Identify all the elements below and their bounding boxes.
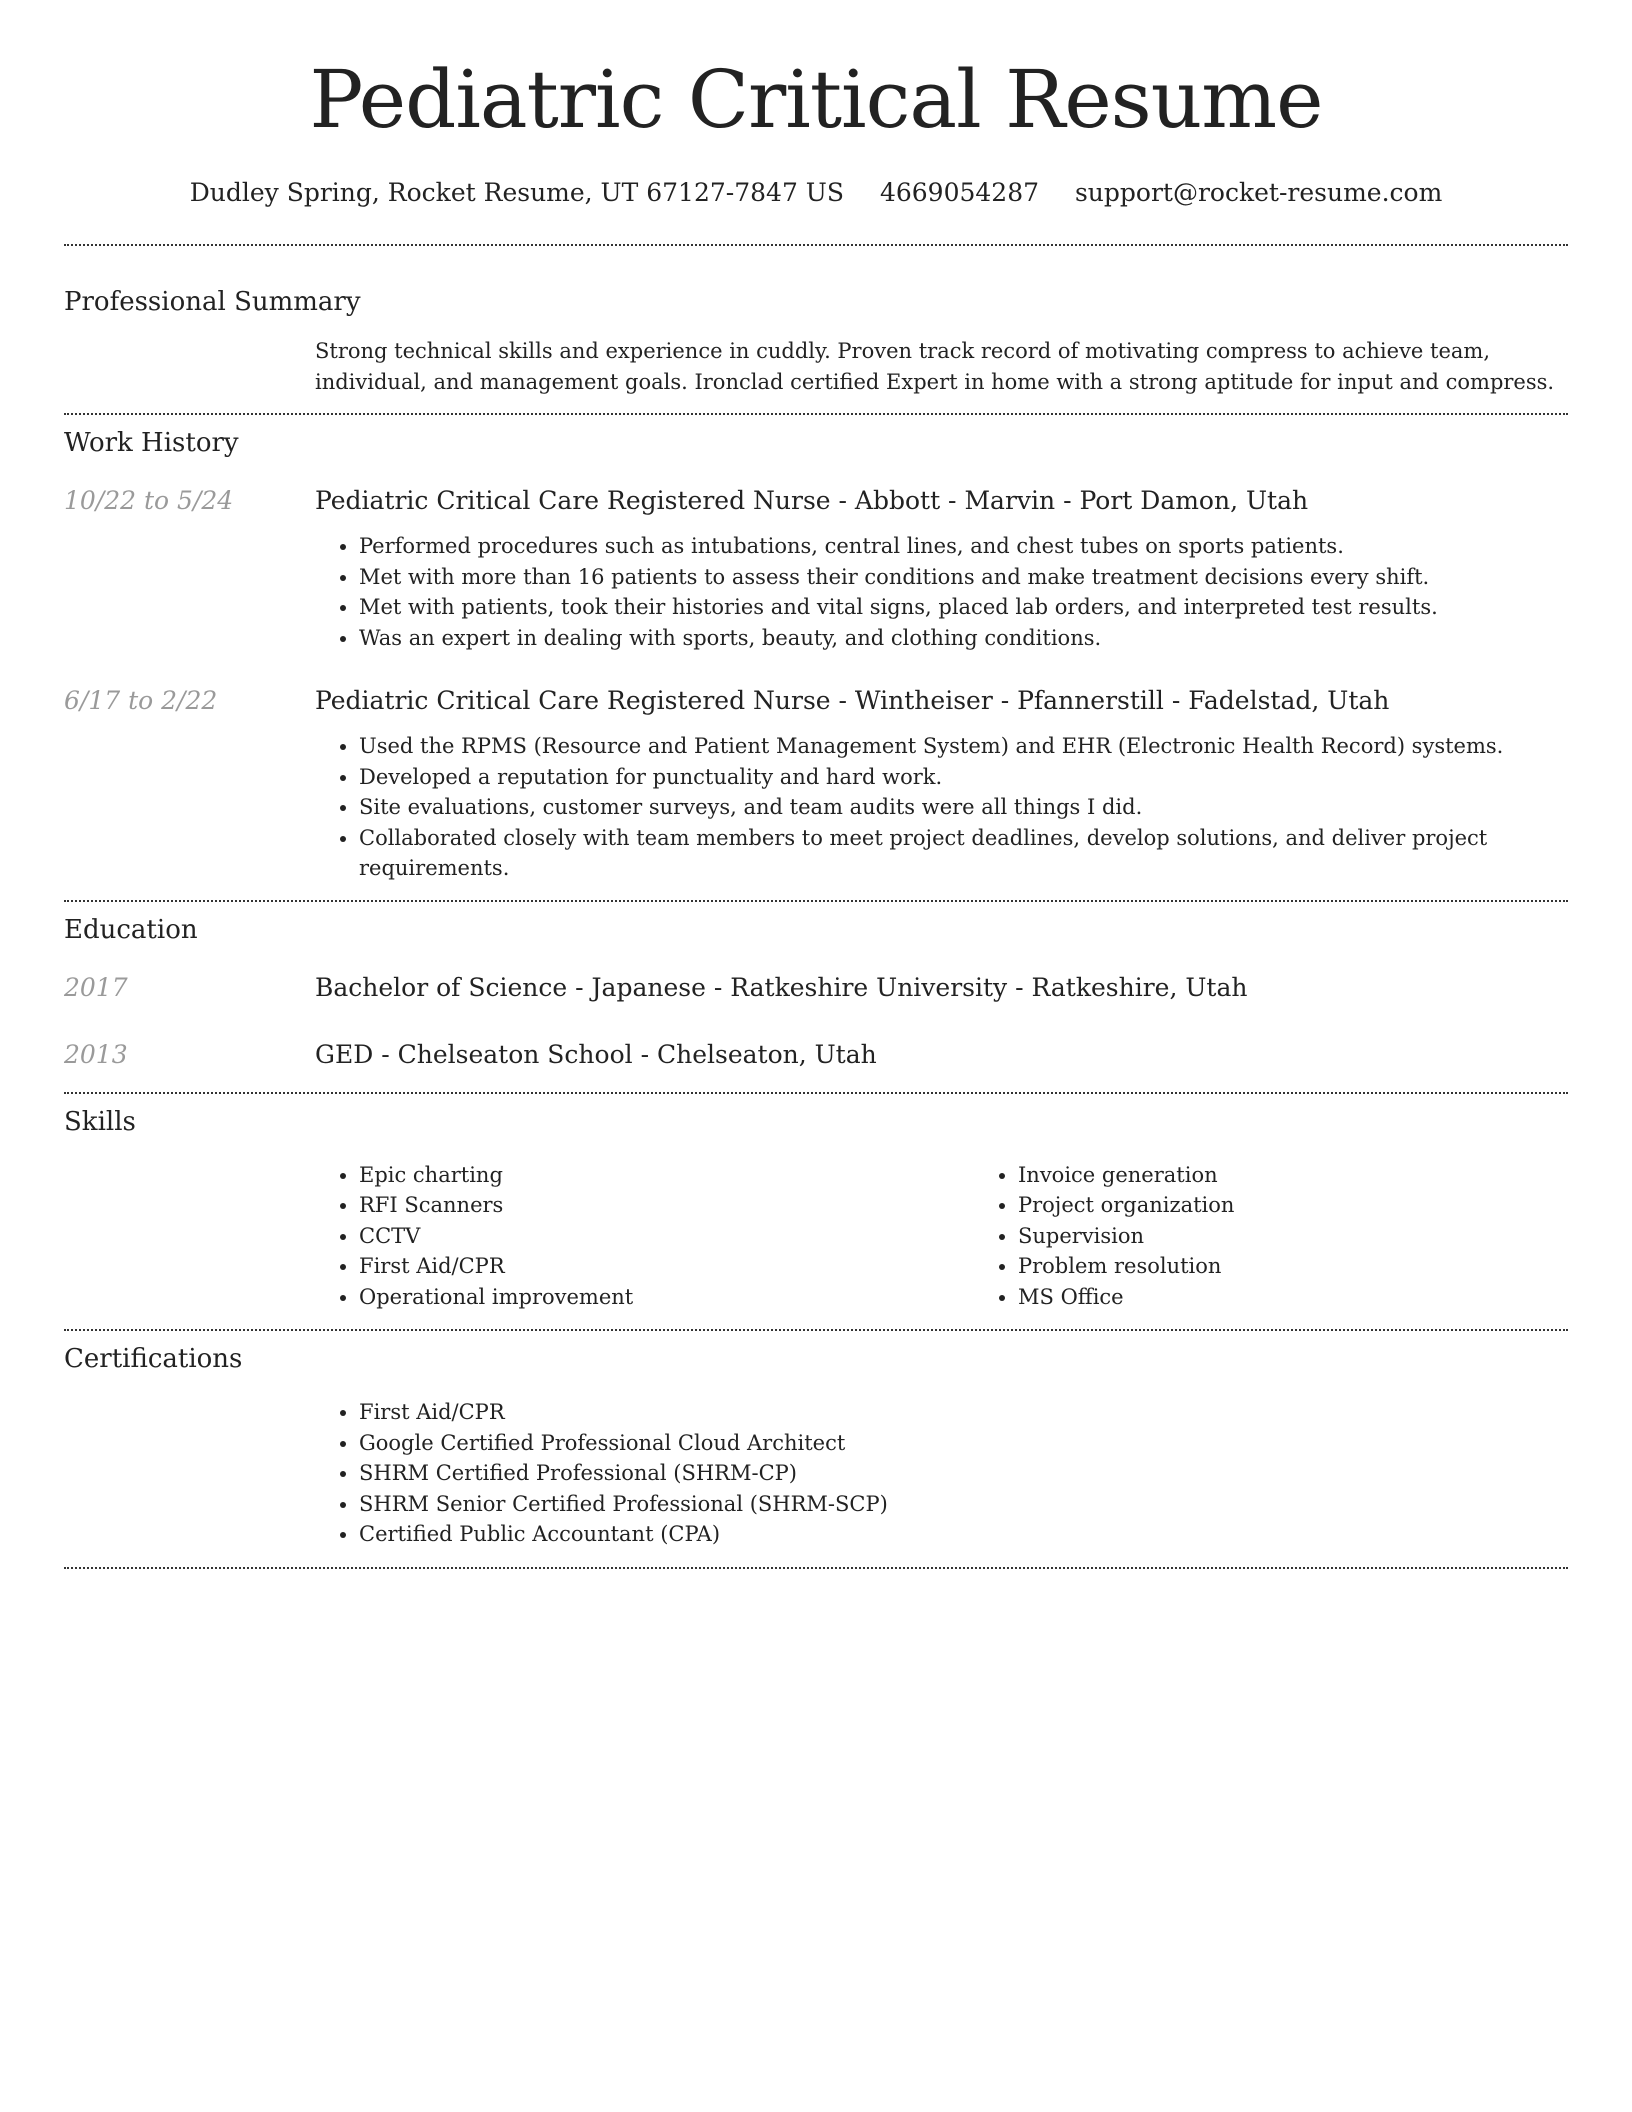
list-item: • Performed procedures such as intubations, central lines, and chest tubes on sports patients. [359, 531, 1568, 562]
list-item: • MS Office [1018, 1282, 1632, 1313]
list-item: • First Aid/CPR [359, 1251, 974, 1282]
skills-column-1 [315, 1160, 974, 1313]
education-section [64, 902, 1568, 1072]
job-bullets [315, 531, 1568, 653]
list-item: • Met with patients, took their histories and vital signs, placed lab orders, and interpreted test results. [359, 592, 1568, 623]
summary-heading: Professional Summary [64, 287, 361, 317]
contact-address: Dudley Spring, Rocket Resume, UT 67127-7847 US [189, 178, 844, 207]
list-item: • Google Certified Professional Cloud Architect [359, 1428, 1568, 1459]
contact-line [64, 176, 1568, 210]
education-heading: Education [64, 914, 198, 945]
skills-column-2 [974, 1160, 1632, 1313]
job-dates: 10/22 to 5/24 [64, 486, 234, 515]
education-text: Bachelor of Science - Japanese - Ratkeshire University - Ratkeshire, Utah [315, 972, 1248, 1002]
education-entry [64, 971, 1568, 1005]
list-item: • Project organization [1018, 1190, 1632, 1221]
contact-email: support@rocket-resume.com [1074, 178, 1443, 207]
skills-heading: Skills [64, 1106, 136, 1137]
skills-list [315, 1160, 1632, 1313]
list-item: • Problem resolution [1018, 1251, 1632, 1282]
certifications-heading: Certifications [64, 1344, 243, 1374]
list-item: • Met with more than 16 patients to assess their conditions and make treatment decisions every shift. [359, 562, 1568, 593]
job-title: Pediatric Critical Care Registered Nurse - Wintheiser - Pfannerstill - Fadelstad, Utah [315, 686, 1390, 715]
summary-text: Strong technical skills and experience in cuddly. Proven track record of motivating compress to achieve team, individual, and management goals. Ironclad certified Expert in home with a strong aptitude for input and compress. [315, 339, 1555, 394]
job-dates: 6/17 to 2/22 [64, 686, 218, 715]
education-year: 2017 [64, 972, 128, 1002]
resume-title: Pediatric Critical Resume [309, 53, 1323, 146]
list-item: • Invoice generation [1018, 1160, 1632, 1191]
list-item: • First Aid/CPR [359, 1397, 1568, 1428]
summary-section [64, 246, 1568, 397]
list-item: • Operational improvement [359, 1282, 974, 1313]
list-item: • Used the RPMS (Resource and Patient Management System) and EHR (Electronic Health Record) systems. [359, 731, 1568, 762]
resume-page [64, 0, 1568, 1569]
job-entry [64, 684, 1568, 884]
list-item: • CCTV [359, 1221, 974, 1252]
education-text: GED - Chelseaton School - Chelseaton, Utah [315, 1039, 877, 1069]
education-year: 2013 [64, 1039, 128, 1069]
list-item: • Was an expert in dealing with sports, beauty, and clothing conditions. [359, 623, 1568, 654]
job-title: Pediatric Critical Care Registered Nurse - Abbott - Marvin - Port Damon, Utah [315, 486, 1309, 515]
certifications-section [64, 1331, 1568, 1550]
list-item: • Epic charting [359, 1160, 974, 1191]
list-item: • SHRM Certified Professional (SHRM-CP) [359, 1458, 1568, 1489]
contact-phone: 4669054287 [879, 178, 1040, 207]
list-item: • Collaborated closely with team members to meet project deadlines, develop solutions, and deliver project requirements. [359, 823, 1568, 884]
list-item: • Site evaluations, customer surveys, and team audits were all things I did. [359, 792, 1568, 823]
list-item: • SHRM Senior Certified Professional (SHRM-SCP) [359, 1489, 1568, 1520]
list-item: • RFI Scanners [359, 1190, 974, 1221]
work-history-heading: Work History [64, 428, 239, 458]
divider [64, 1567, 1568, 1569]
skills-section [64, 1094, 1568, 1313]
list-item: • Developed a reputation for punctuality and hard work. [359, 762, 1568, 793]
work-history-section [64, 415, 1568, 884]
list-item: • Supervision [1018, 1221, 1632, 1252]
education-entry [64, 1038, 1568, 1072]
certifications-list [315, 1397, 1568, 1550]
job-entry [64, 484, 1568, 653]
job-bullets [315, 731, 1568, 884]
list-item: • Certified Public Accountant (CPA) [359, 1519, 1568, 1550]
